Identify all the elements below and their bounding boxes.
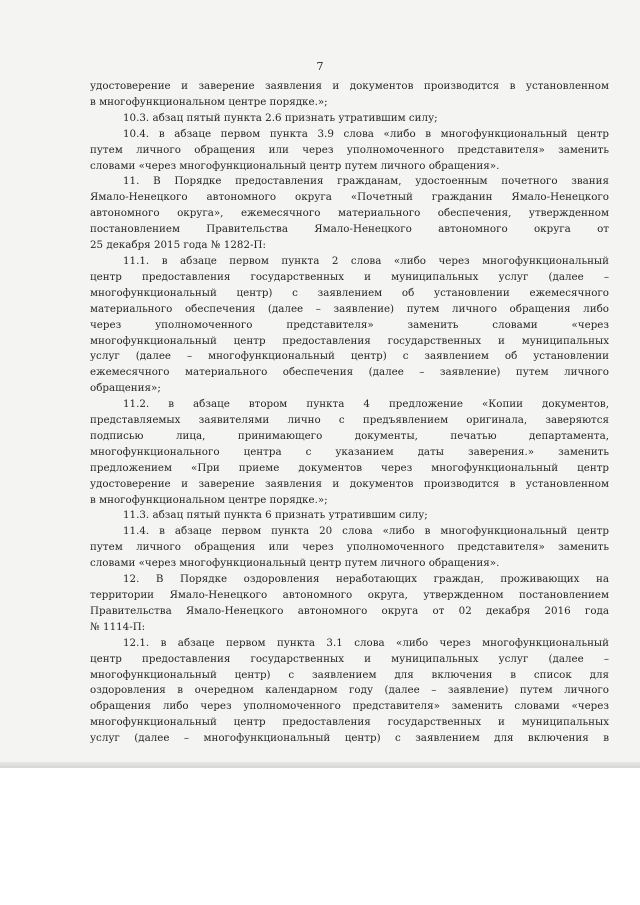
text-line: 10.3. абзац пятый пункта 2.6 признать утратившим силу;	[123, 111, 438, 124]
text-line: многофункциональный центр предоставления государственных и муниципальных	[90, 334, 609, 347]
text-line: 12.1. в абзаце первом пункта 3.1 слова «либо через многофункциональный	[123, 636, 609, 649]
paragraph	[90, 254, 609, 397]
text-line: 25 декабря 2015 года № 1282-П:	[90, 239, 266, 252]
text-line: оздоровления в очередном календарном году (далее – заявление) путем личного	[90, 684, 609, 697]
text-line: обращения»;	[90, 382, 161, 395]
text-line: многофункциональный центр предоставления государственных и муниципальных	[90, 716, 609, 729]
text-line: обращения либо через уполномоченного представителя» заменить словами «через	[90, 700, 609, 713]
text-line: 11.4. в абзаце первом пункта 20 слова «либо в многофункциональный центр	[123, 525, 609, 538]
text-line: автономного округа», ежемесячного материального обеспечения, утвержденном	[90, 207, 609, 220]
text-line: путем личного обращения или через уполномоченного представителя» заменить	[90, 143, 609, 156]
text-line: территории Ямало-Ненецкого автономного округа, утвержденном постановлением	[90, 589, 609, 601]
text-line: Ямало-Ненецкого автономного округа «Почетный гражданин Ямало-Ненецкого	[90, 191, 609, 204]
text-line: центр предоставления государственных и муниципальных услуг (далее –	[90, 652, 609, 665]
paragraph	[90, 111, 609, 127]
text-line: ежемесячного материального обеспечения (далее – заявление) путем личного	[90, 366, 609, 379]
text-line: центр предоставления государственных и муниципальных услуг (далее –	[90, 270, 609, 283]
page-number: 7	[316, 60, 324, 73]
paragraph	[90, 508, 609, 524]
document-body	[90, 79, 609, 747]
text-line: в многофункциональном центре порядке.»;	[90, 95, 328, 108]
text-line: 11.3. абзац пятый пункта 6 признать утратившим силу;	[123, 509, 428, 522]
paragraph	[90, 636, 609, 747]
text-line: удостоверение и заверение заявления и документов производится в установленном	[90, 477, 609, 490]
paragraph	[90, 397, 609, 508]
text-line: путем личного обращения или через уполномоченного представителя» заменить	[90, 541, 609, 554]
blank-area	[0, 768, 640, 905]
text-line: многофункциональный центр) с заявлением об установлении ежемесячного	[90, 286, 609, 299]
text-line: 12. В Порядке оздоровления неработающих граждан, проживающих на	[123, 573, 609, 586]
text-line: через уполномоченного представителя» заменить словами «через	[90, 318, 609, 331]
text-line: в многофункциональном центре порядке.»;	[90, 493, 328, 506]
text-line: многофункциональный центр) с заявлением для включения в список для	[90, 668, 609, 681]
paragraph	[90, 79, 609, 111]
paragraph	[90, 572, 609, 636]
text-line: 11. В Порядке предоставления гражданам, удостоенным почетного звания	[123, 175, 609, 188]
text-line: удостоверение и заверение заявления и документов производится в установленном	[90, 80, 609, 92]
text-line: словами «через многофункциональный центр путем личного обращения».	[90, 159, 500, 172]
text-line: 11.1. в абзаце первом пункта 2 слова «либо через многофункциональный	[123, 254, 609, 267]
text-line: многофункционального центра с указанием даты заверения.» заменить	[90, 445, 609, 458]
paragraph	[90, 127, 609, 175]
text-line: 11.2. в абзаце втором пункта 4 предложение «Копии документов,	[123, 398, 609, 411]
text-line: постановлением Правительства Ямало-Ненецкого автономного округа от	[90, 223, 609, 236]
text-line: 10.4. в абзаце первом пункта 3.9 слова «либо в многофункциональный центр	[123, 127, 609, 140]
text-line: услуг (далее – многофункциональный центр) с заявлением об установлении	[90, 350, 609, 363]
text-line: подписью лица, принимающего документы, печатью департамента,	[90, 429, 609, 442]
paragraph	[90, 524, 609, 572]
text-line: № 1114-П:	[90, 620, 146, 633]
text-line: услуг (далее – многофункциональный центр) с заявлением для включения в	[90, 732, 609, 745]
paragraph	[90, 174, 609, 254]
text-line: Правительства Ямало-Ненецкого автономного округа от 02 декабря 2016 года	[90, 604, 609, 617]
text-line: предложением «При приеме документов через многофункциональный центр	[90, 461, 609, 474]
text-line: представляемых заявителями лично с предъявлением оригинала, заверяются	[90, 414, 609, 427]
text-line: словами «через многофункциональный центр путем личного обращения».	[90, 557, 500, 570]
text-line: материального обеспечения (далее – заявление) путем личного обращения либо	[90, 302, 609, 315]
